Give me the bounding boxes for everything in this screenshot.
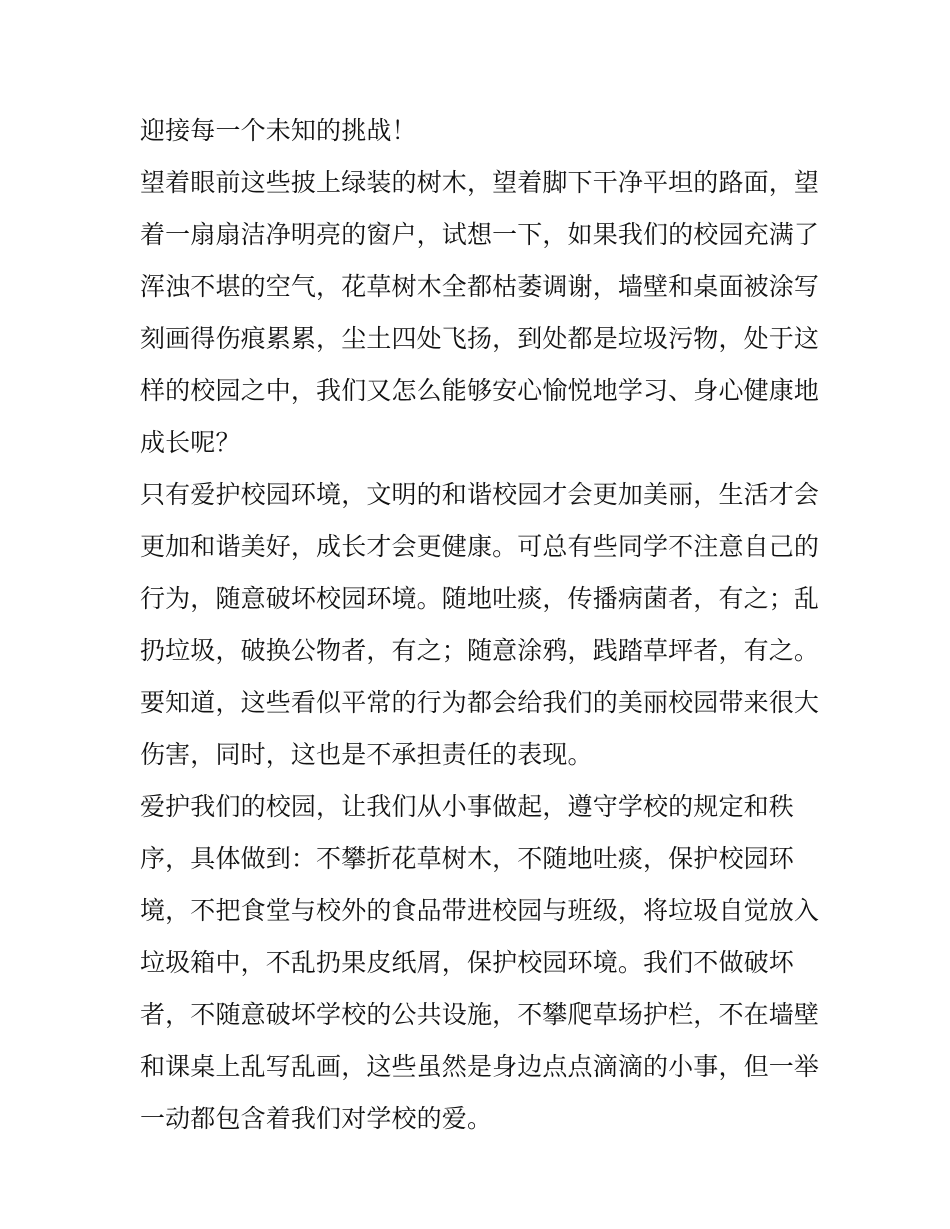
text-line: 着一扇扇洁净明亮的窗户，试想一下，如果我们的校园充满了	[140, 220, 820, 249]
document-body	[140, 105, 820, 1145]
text-line: 迎接每一个未知的挑战！	[140, 116, 417, 145]
text-line: 境，不把食堂与校外的食品带进校园与班级，将垃圾自觉放入	[140, 896, 820, 925]
text-line: 更加和谐美好，成长才会更健康。可总有些同学不注意自己的	[140, 532, 820, 561]
text-line: 垃圾箱中，不乱扔果皮纸屑，保护校园环境。我们不做破坏	[140, 948, 794, 977]
text-line: 只有爱护校园环境，文明的和谐校园才会更加美丽，生活才会	[140, 480, 820, 509]
text-line: 者，不随意破坏学校的公共设施，不攀爬草场护栏，不在墙壁	[140, 1000, 820, 1029]
text-line: 刻画得伤痕累累，尘土四处飞扬，到处都是垃圾污物，处于这	[140, 324, 820, 353]
text-line: 序，具体做到：不攀折花草树木，不随地吐痰，保护校园环	[140, 844, 794, 873]
text-line: 伤害，同时，这也是不承担责任的表现。	[140, 740, 593, 769]
text-line: 样的校园之中，我们又怎么能够安心愉悦地学习、身心健康地	[140, 376, 820, 405]
text-line: 要知道，这些看似平常的行为都会给我们的美丽校园带来很大	[140, 688, 820, 717]
text-line: 一动都包含着我们对学校的爱。	[140, 1104, 493, 1133]
text-line: 行为，随意破坏校园环境。随地吐痰，传播病菌者，有之；乱	[140, 584, 820, 613]
text-line: 扔垃圾，破换公物者，有之；随意涂鸦，践踏草坪者，有之。	[140, 636, 820, 665]
text-line: 浑浊不堪的空气，花草树木全都枯萎调谢，墙壁和桌面被涂写	[140, 272, 820, 301]
text-line: 成长呢？	[140, 428, 241, 457]
text-line: 和课桌上乱写乱画，这些虽然是身边点点滴滴的小事，但一举	[140, 1052, 820, 1081]
text-line: 望着眼前这些披上绿装的树木，望着脚下干净平坦的路面，望	[140, 168, 820, 197]
text-line: 爱护我们的校园，让我们从小事做起，遵守学校的规定和秩	[140, 792, 794, 821]
